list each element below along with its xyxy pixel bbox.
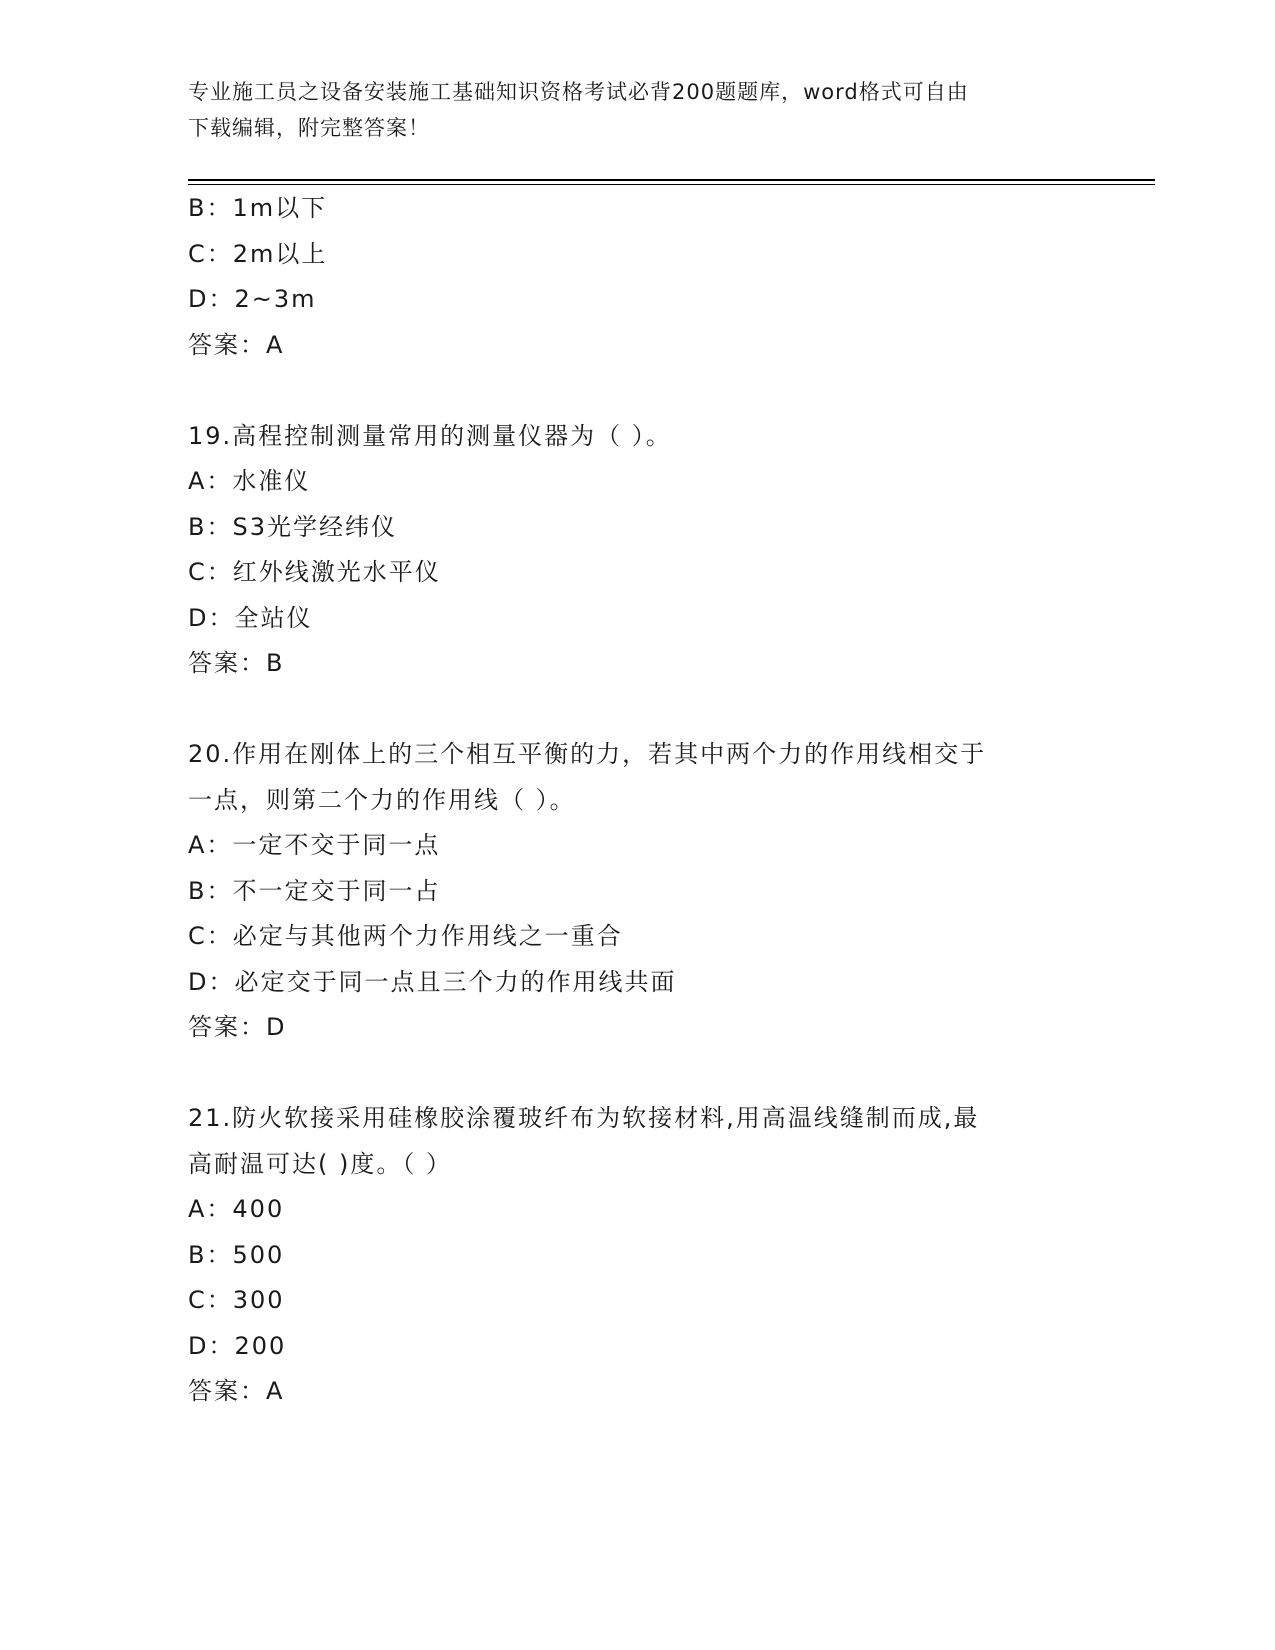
option-a: A：水准仪 <box>188 467 311 495</box>
option-d: D：200 <box>188 1331 287 1360</box>
option-b: B：不一定交于同一占 <box>188 876 441 905</box>
option-c: C：2m以上 <box>188 239 328 268</box>
option-d: D：2~3m <box>188 285 317 313</box>
answer-line: 答案：B <box>188 649 285 677</box>
option-a: A：一定不交于同一点 <box>188 831 441 859</box>
spacer <box>188 687 1088 733</box>
question-block-21 <box>188 1096 1088 1415</box>
answer-line: 答案：D <box>188 1013 287 1041</box>
option-d: D：全站仪 <box>188 603 313 632</box>
document-body <box>188 186 1088 1415</box>
spacer <box>188 368 1088 414</box>
option-a: A：400 <box>188 1195 285 1223</box>
header-line-1: 专业施工员之设备安装施工基础知识资格考试必背200题题库，word格式可自由 <box>188 80 969 104</box>
question-text-line-1: 21.防火软接采用硅橡胶涂覆玻纤布为软接材料,用高温线缝制而成,最 <box>188 1104 980 1132</box>
option-c: C：300 <box>188 1286 285 1314</box>
question-text-line-1: 20.作用在刚体上的三个相互平衡的力，若其中两个力的作用线相交于 <box>188 740 987 768</box>
question-text-line-2: 高耐温可达( )度。（ ） <box>188 1149 452 1178</box>
answer-line: 答案：A <box>188 1377 285 1405</box>
header-rule-thick <box>188 179 1155 181</box>
question-block-18 <box>188 186 1088 368</box>
option-b: B：500 <box>188 1240 285 1269</box>
option-c: C：必定与其他两个力作用线之一重合 <box>188 922 623 950</box>
option-b: B：S3光学经纬仪 <box>188 512 397 541</box>
question-text: 19.高程控制测量常用的测量仪器为（ ）。 <box>188 421 672 450</box>
document-header <box>188 74 1068 146</box>
question-block-19 <box>188 414 1088 687</box>
question-block-20 <box>188 732 1088 1051</box>
header-rule-thin <box>188 184 1155 185</box>
answer-line: 答案：A <box>188 330 285 359</box>
header-line-2: 下载编辑，附完整答案！ <box>188 116 430 140</box>
spacer <box>188 1051 1088 1097</box>
option-d: D：必定交于同一点且三个力的作用线共面 <box>188 967 677 996</box>
option-c: C：红外线激光水平仪 <box>188 558 441 586</box>
question-text-line-2: 一点，则第二个力的作用线（ ）。 <box>188 785 576 814</box>
option-b: B：1m以下 <box>188 194 328 222</box>
